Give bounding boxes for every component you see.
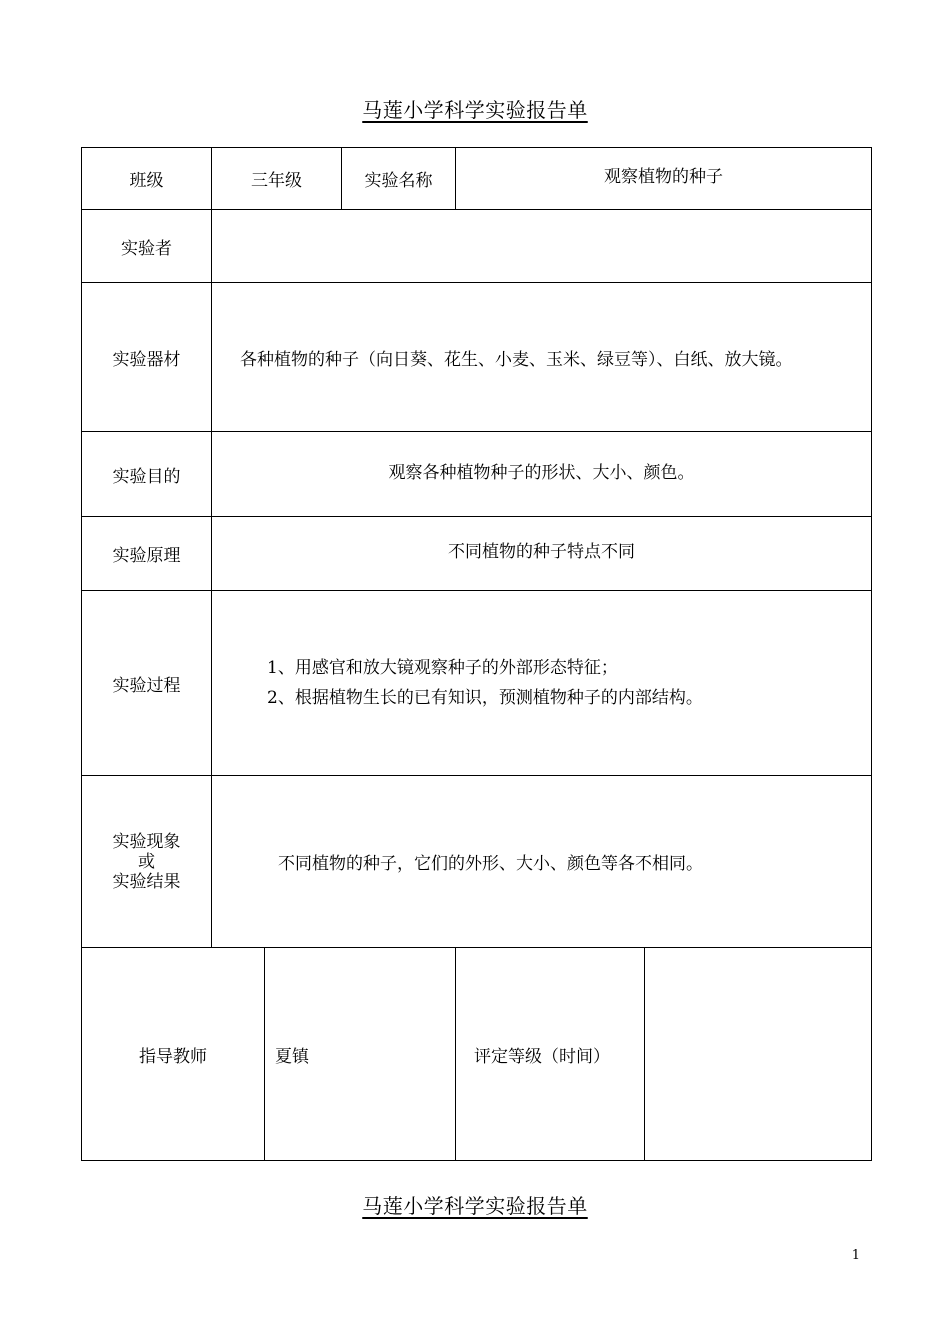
result-value: 不同植物的种子，它们的外形、大小、颜色等各不相同。 (212, 776, 872, 948)
row-principle (82, 517, 872, 591)
row-process (82, 591, 872, 776)
row-purpose (82, 432, 872, 517)
row-materials (82, 283, 872, 432)
grade-label: 评定等级（时间） (456, 948, 645, 1161)
experiment-name-value: 观察植物的种子 (456, 148, 872, 210)
class-label: 班级 (82, 148, 212, 210)
materials-value: 各种植物的种子（向日葵、花生、小麦、玉米、绿豆等）、白纸、放大镜。 (212, 283, 872, 432)
principle-value: 不同植物的种子特点不同 (212, 517, 872, 591)
teacher-label: 指导教师 (82, 948, 265, 1161)
process-label: 实验过程 (82, 591, 212, 776)
result-label (82, 776, 212, 948)
page-number: 1 (851, 1248, 860, 1263)
experiment-name-label: 实验名称 (342, 148, 456, 210)
result-label-line3: 实验结果 (112, 871, 181, 892)
purpose-label: 实验目的 (82, 432, 212, 517)
process-steps (212, 591, 872, 776)
process-step-1: 1、用感官和放大镜观察种子的外部形态特征； (267, 658, 618, 678)
row-class (82, 148, 872, 210)
result-label-line2: 或 (138, 851, 155, 872)
report-table (81, 147, 872, 948)
process-step-2: 2、根据植物生长的已有知识，预测植物种子的内部结构。 (267, 688, 703, 708)
row-experimenter (82, 210, 872, 283)
class-value: 三年级 (212, 148, 342, 210)
purpose-value: 观察各种植物种子的形状、大小、颜色。 (212, 432, 872, 517)
row-result (82, 776, 872, 948)
signature-table (81, 948, 872, 1161)
experimenter-value (212, 210, 872, 283)
materials-label: 实验器材 (82, 283, 212, 432)
page-title-bottom: 马莲小学科学实验报告单 (362, 1194, 588, 1218)
teacher-value: 夏镇 (265, 948, 456, 1161)
row-teacher (82, 948, 872, 1161)
result-label-line1: 实验现象 (112, 831, 181, 852)
grade-value (645, 948, 872, 1161)
experimenter-label: 实验者 (82, 210, 212, 283)
principle-label: 实验原理 (82, 517, 212, 591)
page-title: 马莲小学科学实验报告单 (362, 98, 588, 122)
